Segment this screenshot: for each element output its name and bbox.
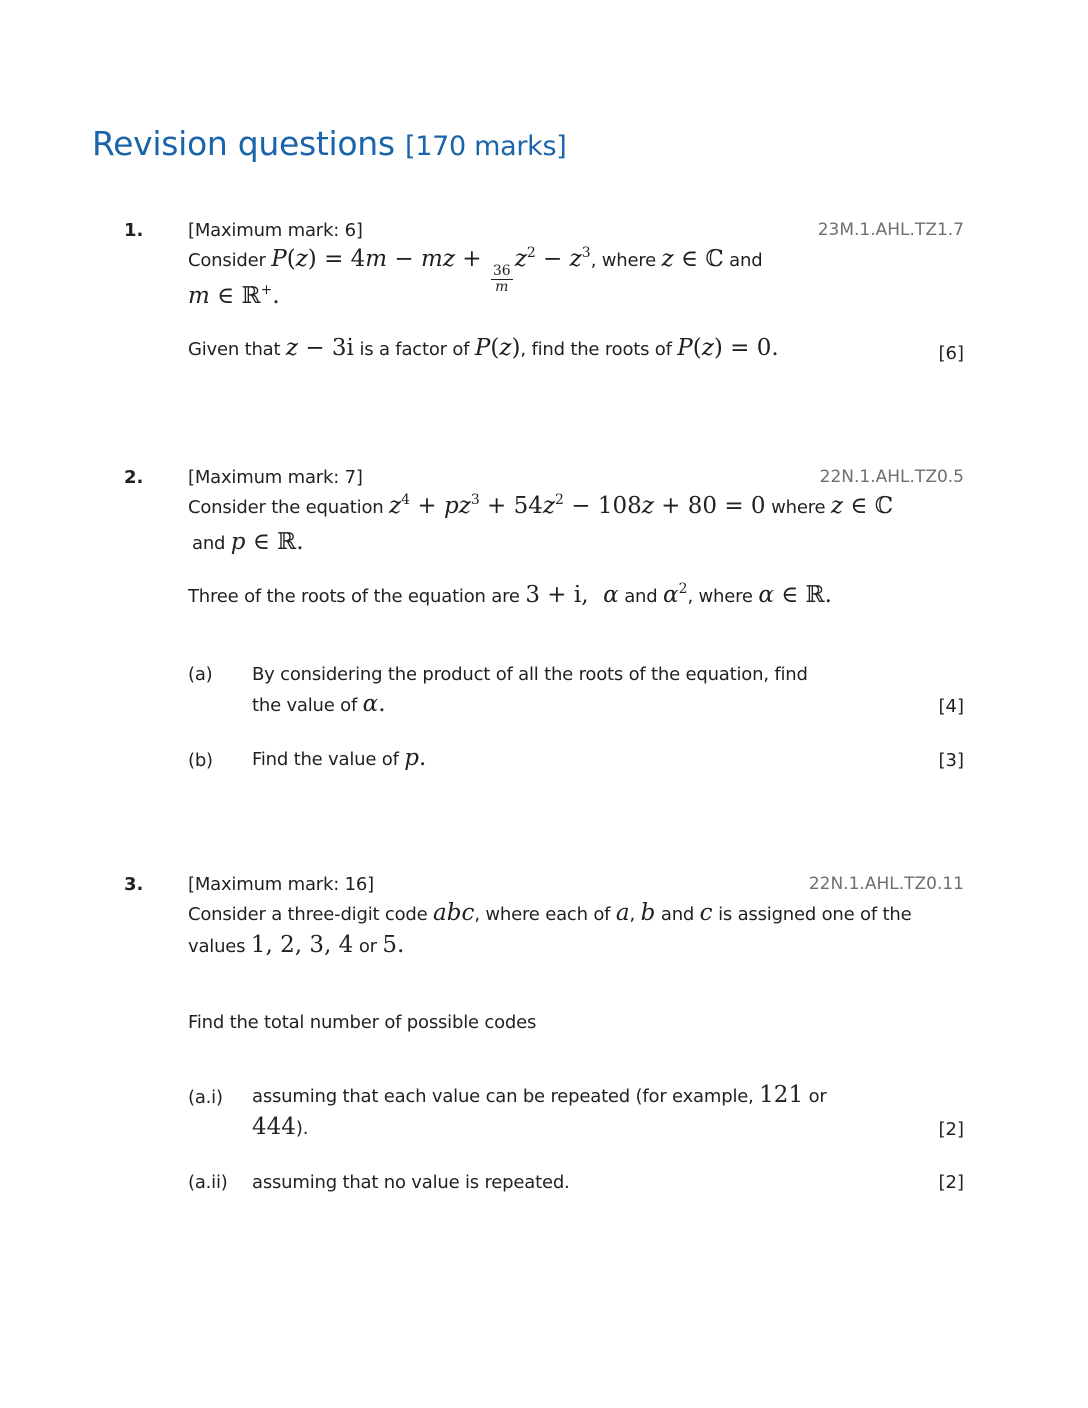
question-3-max-mark: [Maximum mark: 16] — [188, 874, 374, 895]
question-2-roots-line: Three of the roots of the equation are 3 + i, α and $\alpha^2$, where α ∈ ℝ. — [188, 581, 832, 608]
question-3aii-label: (a.ii) — [188, 1172, 228, 1193]
question-2-max-mark: [Maximum mark: 7] — [188, 467, 363, 488]
question-2b-line1: Find the value of p. — [252, 745, 427, 771]
question-1-number: 1. — [124, 220, 144, 241]
question-3-reference: 22N.1.AHL.TZ0.11 — [808, 874, 964, 894]
question-1-reference: 23M.1.AHL.TZ1.7 — [817, 220, 964, 240]
question-3-code-line: Consider a three-digit code abc, where each of a, b and c is assigned one of the — [188, 900, 912, 926]
math-quartic: $z^4 + pz^3 + 54z^2 - 108z + 80 = 0$ — [389, 492, 766, 519]
question-3-number: 3. — [124, 874, 144, 895]
question-2-p-domain: and p ∈ ℝ. — [192, 529, 304, 555]
question-3ai-line1: assuming that each value can be repeated (for example, 121 or — [252, 1082, 827, 1108]
question-2a-line2: the value of α. — [252, 691, 386, 717]
question-2a-marks: [4] — [938, 696, 964, 717]
question-3-task: Find the total number of possible codes — [188, 1012, 537, 1033]
question-2-number: 2. — [124, 467, 144, 488]
question-1-marks: [6] — [938, 343, 964, 364]
question-2b-marks: [3] — [938, 750, 964, 771]
question-3ai-label: (a.i) — [188, 1087, 223, 1108]
question-1-max-mark: [Maximum mark: 6] — [188, 220, 363, 241]
question-2b-label: (b) — [188, 750, 213, 771]
math-polynomial: P(z) = 4m − mz + $\frac{36}{m}$ $z^2 - z^3$ — [271, 245, 591, 295]
question-3ai-line2: 444). — [252, 1114, 309, 1140]
page-title — [92, 124, 567, 163]
question-3-values-line: values 1, 2, 3, 4 or 5. — [188, 932, 405, 958]
question-1-task: Given that z − 3i is a factor of P(z), find the roots of P(z) = 0. — [188, 335, 779, 361]
question-3aii-marks: [2] — [938, 1172, 964, 1193]
question-2a-line1: By considering the product of all the roots of the equation, find — [252, 664, 808, 685]
question-2a-label: (a) — [188, 664, 213, 685]
question-1-m-domain: m ∈ ℝ+. — [188, 282, 280, 309]
question-3aii-line1: assuming that no value is repeated. — [252, 1172, 570, 1193]
question-2-equation-line: Consider the equation $z^4 + pz^3 + 54z^2 - 108z + 80 = 0$ where z ∈ ℂ — [188, 492, 893, 519]
question-1-equation-line: Consider P(z) = 4m − mz + $\frac{36}{m}$ $z^2 - z^3$, where z ∈ ℂ and — [188, 245, 763, 295]
question-2-reference: 22N.1.AHL.TZ0.5 — [819, 467, 964, 487]
question-3ai-marks: [2] — [938, 1119, 964, 1140]
title-marks: [170 marks] — [404, 131, 567, 162]
math-z-in-c: z ∈ ℂ — [661, 246, 724, 272]
title-main: Revision questions — [92, 124, 395, 163]
